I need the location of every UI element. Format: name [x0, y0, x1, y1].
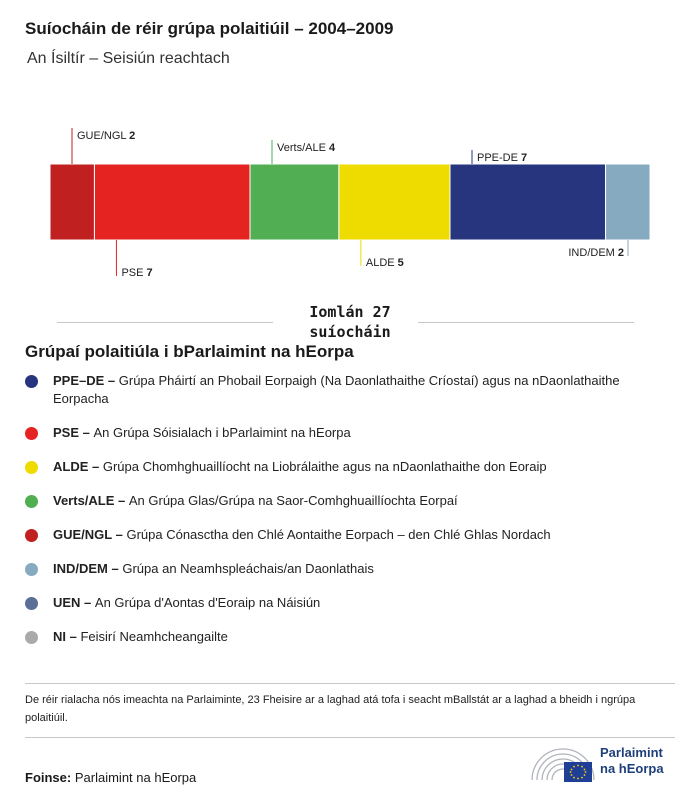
source-line	[25, 770, 196, 785]
logo-line-2: na hEorpa	[600, 761, 664, 776]
bar-segment-pse	[94, 164, 250, 240]
footer-divider-top	[25, 683, 675, 684]
bar-segment-alde	[339, 164, 450, 240]
legend-swatch	[25, 495, 38, 508]
data-label-verts-ale: Verts/ALE 4	[277, 142, 336, 154]
legend-label	[53, 560, 673, 578]
legend-description: An Grúpa Sóisialach i bParlaimint na hEorpa	[93, 425, 351, 440]
legend-abbr: NI –	[53, 629, 81, 644]
data-label-ppe-de: PPE-DE 7	[477, 152, 528, 164]
legend-swatch	[25, 631, 38, 644]
legend-label	[53, 492, 673, 510]
legend-swatch	[25, 427, 38, 440]
bar-segment-ind-dem	[606, 164, 650, 240]
chart-title: Suíocháin de réir grúpa polaitiúil – 2004–2009	[25, 19, 394, 38]
legend-description: An Grúpa d'Aontas d'Eoraip na Náisiún	[94, 595, 321, 610]
chart-subtitle: An Ísiltír – Seisiún reachtach	[27, 50, 230, 67]
logo-line-1: Parlaimint	[600, 745, 663, 760]
parliament-hemicycle-icon	[528, 744, 598, 784]
total-divider-left	[57, 322, 273, 323]
logo-wordmark	[600, 745, 664, 777]
legend-title: Grúpaí polaitiúla i bParlaimint na hEorpa	[25, 342, 354, 361]
legend-swatch	[25, 563, 38, 576]
source-value: Parlaimint na hEorpa	[74, 770, 197, 785]
legend-swatch	[25, 375, 38, 388]
legend-abbr: PPE–DE –	[53, 373, 119, 388]
legend-label	[53, 526, 673, 544]
legend-swatch	[25, 529, 38, 542]
source-label: Foinse:	[25, 770, 72, 785]
footnote: De réir rialacha nós imeachta na Parlaiminte, 23 Fheisire ar a laghad atá tofa i seacht mBallstát ar a laghad a bheidh i ngrúpa polaitiúil.	[25, 694, 636, 724]
legend-description: Feisirí Neamhcheangailte	[80, 629, 228, 644]
data-label-ind-dem: IND/DEM 2	[568, 247, 624, 259]
stacked-seat-bar-chart	[0, 110, 700, 280]
legend-description: Grúpa Pháirtí an Phobail Eorpaigh (Na Daonlathaithe Críostaí) agus na nDaonlathaithe Eorpacha	[53, 373, 620, 406]
legend-label	[53, 628, 673, 646]
legend-description: Grúpa Cónasctha den Chlé Aontaithe Eorpach – den Chlé Ghlas Nordach	[126, 527, 551, 542]
data-label-alde: ALDE 5	[365, 257, 404, 269]
legend-description: An Grúpa Glas/Grúpa na Saor-Comhghuaillíochta Eorpaí	[128, 493, 458, 508]
legend-abbr: IND/DEM –	[53, 561, 123, 576]
legend-label	[53, 372, 673, 408]
total-seats-label: Iomlán 27 suíocháin	[309, 303, 391, 341]
legend-abbr: UEN –	[53, 595, 95, 610]
legend-abbr: PSE –	[53, 425, 94, 440]
bar-segment-gue-ngl	[50, 164, 94, 240]
legend-abbr: Verts/ALE –	[53, 493, 129, 508]
legend-swatch	[25, 597, 38, 610]
bar-segment-ppe-de	[450, 164, 606, 240]
legend-description: Grúpa Chomhghuaillíocht na Liobrálaithe agus na nDaonlathaithe don Eoraip	[102, 459, 547, 474]
bar-segment-verts-ale	[250, 164, 339, 240]
european-parliament-logo[interactable]	[528, 744, 678, 784]
legend-label	[53, 458, 673, 476]
data-label-pse: PSE 7	[121, 267, 153, 279]
legend-description: Grúpa an Neamhspleáchais/an Daonlathais	[122, 561, 374, 576]
total-divider-right	[418, 322, 634, 323]
legend-label	[53, 424, 673, 442]
legend-abbr: ALDE –	[53, 459, 103, 474]
footer-divider-bottom	[25, 737, 675, 738]
legend-swatch	[25, 461, 38, 474]
legend-label	[53, 594, 673, 612]
legend-abbr: GUE/NGL –	[53, 527, 127, 542]
data-label-gue-ngl: GUE/NGL 2	[77, 130, 136, 142]
